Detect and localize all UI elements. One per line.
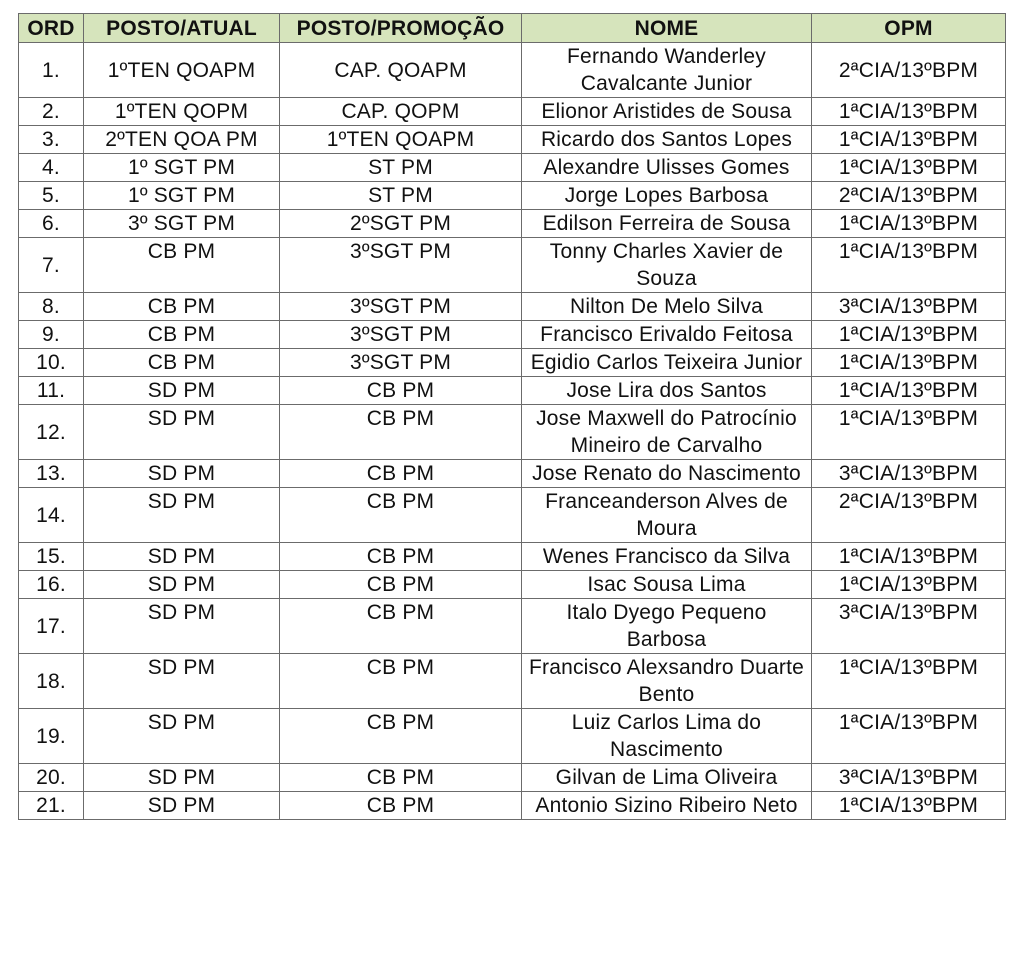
row-posto-atual: SD PM — [84, 377, 280, 405]
row-ord: 18. — [19, 654, 84, 709]
row-posto-promocao: 2ºSGT PM — [280, 210, 522, 238]
row-opm: 1ªCIA/13ºBPM — [812, 321, 1006, 349]
row-posto-atual: CB PM — [84, 293, 280, 321]
row-ord: 8. — [19, 293, 84, 321]
row-posto-promocao: 3ºSGT PM — [280, 349, 522, 377]
table-row — [19, 321, 1006, 349]
row-opm: 1ªCIA/13ºBPM — [812, 405, 1006, 460]
row-posto-atual: CB PM — [84, 238, 280, 293]
row-posto-promocao: CB PM — [280, 599, 522, 654]
row-nome: Tonny Charles Xavier de Souza — [522, 238, 812, 293]
row-opm: 1ªCIA/13ºBPM — [812, 349, 1006, 377]
row-posto-promocao: CB PM — [280, 460, 522, 488]
row-ord: 17. — [19, 599, 84, 654]
row-ord: 7. — [19, 238, 84, 293]
row-posto-promocao: CB PM — [280, 571, 522, 599]
header-posto-promocao: POSTO/PROMOÇÃO — [280, 14, 522, 43]
row-posto-promocao: CAP. QOPM — [280, 98, 522, 126]
row-nome: Fernando Wanderley Cavalcante Junior — [522, 43, 812, 98]
row-nome: Antonio Sizino Ribeiro Neto — [522, 792, 812, 820]
table-row — [19, 238, 1006, 293]
row-posto-promocao: ST PM — [280, 182, 522, 210]
row-ord: 2. — [19, 98, 84, 126]
row-ord: 20. — [19, 764, 84, 792]
row-posto-atual: 1º SGT PM — [84, 154, 280, 182]
table-row — [19, 349, 1006, 377]
row-posto-promocao: CAP. QOAPM — [280, 43, 522, 98]
row-nome: Elionor Aristides de Sousa — [522, 98, 812, 126]
table-row — [19, 599, 1006, 654]
table-row — [19, 98, 1006, 126]
row-nome: Francisco Alexsandro Duarte Bento — [522, 654, 812, 709]
table-row — [19, 377, 1006, 405]
row-opm: 3ªCIA/13ºBPM — [812, 460, 1006, 488]
row-opm: 1ªCIA/13ºBPM — [812, 792, 1006, 820]
row-posto-atual: 1ºTEN QOAPM — [84, 43, 280, 98]
row-ord: 19. — [19, 709, 84, 764]
row-ord: 5. — [19, 182, 84, 210]
table-header-row — [19, 14, 1006, 43]
row-posto-promocao: 1ºTEN QOAPM — [280, 126, 522, 154]
row-opm: 1ªCIA/13ºBPM — [812, 98, 1006, 126]
row-ord: 3. — [19, 126, 84, 154]
table-row — [19, 182, 1006, 210]
row-posto-promocao: CB PM — [280, 488, 522, 543]
row-nome: Francisco Erivaldo Feitosa — [522, 321, 812, 349]
row-posto-atual: CB PM — [84, 349, 280, 377]
row-posto-atual: SD PM — [84, 543, 280, 571]
row-posto-atual: SD PM — [84, 764, 280, 792]
row-posto-promocao: ST PM — [280, 154, 522, 182]
table-row — [19, 293, 1006, 321]
row-nome: Isac Sousa Lima — [522, 571, 812, 599]
row-posto-atual: 1º SGT PM — [84, 182, 280, 210]
row-nome: Gilvan de Lima Oliveira — [522, 764, 812, 792]
table-row — [19, 709, 1006, 764]
row-nome: Ricardo dos Santos Lopes — [522, 126, 812, 154]
header-posto-atual: POSTO/ATUAL — [84, 14, 280, 43]
row-opm: 2ªCIA/13ºBPM — [812, 488, 1006, 543]
row-ord: 6. — [19, 210, 84, 238]
row-posto-promocao: CB PM — [280, 709, 522, 764]
row-nome: Alexandre Ulisses Gomes — [522, 154, 812, 182]
row-posto-promocao: CB PM — [280, 377, 522, 405]
table-row — [19, 488, 1006, 543]
row-nome: Franceanderson Alves de Moura — [522, 488, 812, 543]
row-nome: Jose Renato do Nascimento — [522, 460, 812, 488]
row-ord: 9. — [19, 321, 84, 349]
row-opm: 1ªCIA/13ºBPM — [812, 377, 1006, 405]
row-opm: 1ªCIA/13ºBPM — [812, 571, 1006, 599]
row-ord: 12. — [19, 405, 84, 460]
row-posto-promocao: CB PM — [280, 543, 522, 571]
row-nome: Wenes Francisco da Silva — [522, 543, 812, 571]
table-row — [19, 764, 1006, 792]
row-posto-atual: SD PM — [84, 488, 280, 543]
row-opm: 1ªCIA/13ºBPM — [812, 126, 1006, 154]
row-opm: 3ªCIA/13ºBPM — [812, 599, 1006, 654]
table-row — [19, 210, 1006, 238]
row-ord: 14. — [19, 488, 84, 543]
table-row — [19, 154, 1006, 182]
header-ord: ORD — [19, 14, 84, 43]
row-ord: 4. — [19, 154, 84, 182]
row-nome: Italo Dyego Pequeno Barbosa — [522, 599, 812, 654]
row-ord: 21. — [19, 792, 84, 820]
row-ord: 13. — [19, 460, 84, 488]
row-opm: 3ªCIA/13ºBPM — [812, 764, 1006, 792]
table-row — [19, 126, 1006, 154]
table-row — [19, 543, 1006, 571]
table-row — [19, 792, 1006, 820]
row-posto-atual: 3º SGT PM — [84, 210, 280, 238]
row-posto-atual: SD PM — [84, 599, 280, 654]
header-opm: OPM — [812, 14, 1006, 43]
table-row — [19, 405, 1006, 460]
row-opm: 1ªCIA/13ºBPM — [812, 210, 1006, 238]
table-row — [19, 460, 1006, 488]
row-posto-promocao: CB PM — [280, 764, 522, 792]
header-nome: NOME — [522, 14, 812, 43]
row-nome: Nilton De Melo Silva — [522, 293, 812, 321]
row-opm: 1ªCIA/13ºBPM — [812, 543, 1006, 571]
table-body — [19, 43, 1006, 820]
row-nome: Jose Lira dos Santos — [522, 377, 812, 405]
row-posto-atual: SD PM — [84, 460, 280, 488]
row-ord: 11. — [19, 377, 84, 405]
row-opm: 1ªCIA/13ºBPM — [812, 154, 1006, 182]
row-opm: 2ªCIA/13ºBPM — [812, 43, 1006, 98]
row-posto-atual: SD PM — [84, 571, 280, 599]
row-ord: 1. — [19, 43, 84, 98]
row-posto-promocao: 3ºSGT PM — [280, 321, 522, 349]
row-posto-promocao: CB PM — [280, 792, 522, 820]
table-row — [19, 43, 1006, 98]
row-posto-promocao: CB PM — [280, 654, 522, 709]
row-nome: Jorge Lopes Barbosa — [522, 182, 812, 210]
row-opm: 1ªCIA/13ºBPM — [812, 238, 1006, 293]
table-row — [19, 571, 1006, 599]
row-opm: 3ªCIA/13ºBPM — [812, 293, 1006, 321]
row-nome: Jose Maxwell do Patrocínio Mineiro de Carvalho — [522, 405, 812, 460]
row-ord: 15. — [19, 543, 84, 571]
row-posto-atual: SD PM — [84, 654, 280, 709]
row-posto-atual: 1ºTEN QOPM — [84, 98, 280, 126]
promotion-table — [18, 13, 1006, 820]
row-posto-promocao: 3ºSGT PM — [280, 238, 522, 293]
row-posto-atual: SD PM — [84, 709, 280, 764]
row-posto-promocao: CB PM — [280, 405, 522, 460]
row-posto-promocao: 3ºSGT PM — [280, 293, 522, 321]
row-nome: Egidio Carlos Teixeira Junior — [522, 349, 812, 377]
row-ord: 16. — [19, 571, 84, 599]
table-row — [19, 654, 1006, 709]
row-nome: Luiz Carlos Lima do Nascimento — [522, 709, 812, 764]
row-posto-atual: 2ºTEN QOA PM — [84, 126, 280, 154]
row-opm: 1ªCIA/13ºBPM — [812, 709, 1006, 764]
row-posto-atual: SD PM — [84, 792, 280, 820]
row-ord: 10. — [19, 349, 84, 377]
row-posto-atual: SD PM — [84, 405, 280, 460]
row-nome: Edilson Ferreira de Sousa — [522, 210, 812, 238]
row-opm: 1ªCIA/13ºBPM — [812, 654, 1006, 709]
row-opm: 2ªCIA/13ºBPM — [812, 182, 1006, 210]
row-posto-atual: CB PM — [84, 321, 280, 349]
